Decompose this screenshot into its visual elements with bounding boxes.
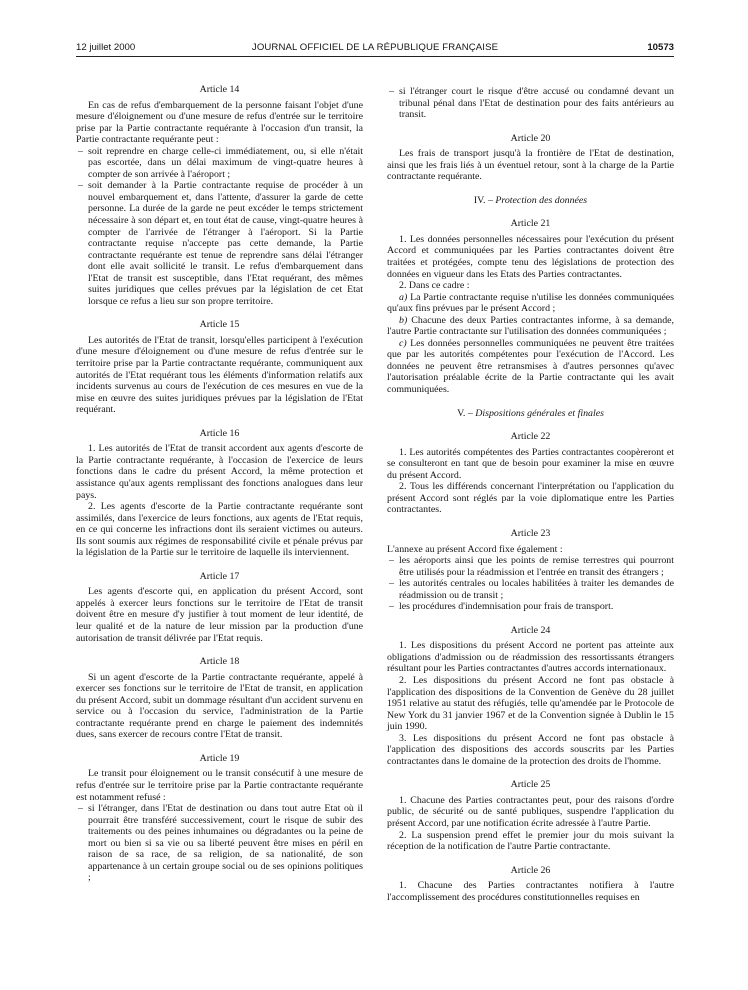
- article-17-paragraph: Les agents d'escorte qui, en application du présent Accord, sont appelés à exercer leurs fonctions sur le territoire de l'Etat de transit doivent être en mesure d'y justifier à tout moment de leur identité, de leur qualité et de la nature de leur mission par la production d'une autorisation de transit délivrée par l'Etat requis.: [76, 586, 363, 644]
- section-4-heading: [387, 195, 674, 207]
- article-21-paragraph-1: 1. Les données personnelles nécessaires pour l'exécution du présent Accord et communiquées par les Parties contractantes doivent être traitées et protégées, compte tenu des législations de protection des données en vigueur dans les Etats des Parties contractantes.: [387, 233, 674, 280]
- header-title: JOURNAL OFFICIEL DE LA RÉPUBLIQUE FRANÇAISE: [251, 42, 499, 53]
- article-18-heading: Article 18: [199, 656, 240, 668]
- section-5-name: Dispositions générales et finales: [475, 407, 604, 419]
- section-4-name: Protection des données: [495, 194, 588, 206]
- article-19-list-continued: [387, 86, 674, 121]
- list-item: – soit reprendre en charge celle-ci immédiatement, ou, si elle n'était pas escortée, dans un délai maximum de vingt-quatre heures à compter de son arrivée à l'aéroport ;: [76, 146, 363, 181]
- article-25-paragraph-1: 1. Chacune des Parties contractantes peut, pour des raisons d'ordre public, de sécurité ou de santé publiques, suspendre l'application du présent Accord, par une notification écrite adressée à l'autre Partie.: [387, 794, 674, 829]
- article-25-heading: Article 25: [510, 779, 551, 791]
- header-date: 12 juillet 2000: [76, 42, 136, 53]
- list-item: – les aéroports ainsi que les points de remise terrestres qui pourront être utilisés pour la réadmission et l'entrée en transit des étrangers ;: [387, 555, 674, 578]
- left-column: [76, 84, 363, 884]
- article-23-intro: L'annexe au présent Accord fixe également :: [387, 543, 563, 555]
- list-item: – les autorités centrales ou locales habilitées à traiter les demandes de réadmission ou de transit ;: [387, 578, 674, 601]
- right-column: [387, 86, 674, 903]
- article-21-heading: Article 21: [510, 218, 551, 230]
- article-19-list: [76, 803, 363, 884]
- article-14-heading: Article 14: [199, 84, 240, 95]
- article-24-paragraph-1: 1. Les dispositions du présent Accord ne portent pas atteinte aux obligations d'admission ou de réadmission des ressortissants étrangers résultant pour les Parties contractantes d'autres accords internationaux.: [387, 640, 674, 675]
- article-21-item-b: [387, 315, 674, 338]
- section-4-number: IV. –: [473, 194, 493, 206]
- list-item: – les procédures d'indemnisation pour frais de transport.: [387, 601, 674, 613]
- article-14-intro: En cas de refus d'embarquement de la personne faisant l'objet d'une mesure d'éloignement ou d'une mesure de refus d'entrée sur le territoire prise par la Partie contractante requérante à l'occasion d'un transit, la Partie contractante requérante peut :: [76, 99, 363, 146]
- item-text: La Partie contractante requise n'utilise les données communiquées qu'aux fins prévues par le présent Accord ;: [387, 291, 674, 315]
- article-21-item-c: [387, 338, 674, 396]
- article-16-paragraph-2: 2. Les agents d'escorte de la Partie contractante requérante sont assimilés, dans l'exercice de leurs fonctions, aux agents de l'Etat requis, en ce qui concerne les infractions dont ils seraient victimes ou auteurs. Ils sont soumis aux régimes de responsabilité civile et pénale prévus par la législation de la Partie sur le territoire de laquelle ils interviennent.: [76, 501, 363, 559]
- list-item: – si l'étranger court le risque d'être accusé ou condamné devant un tribunal pénal dans l'Etat de destination pour des faits antérieurs au transit.: [387, 86, 674, 121]
- article-22-paragraph-2: 2. Tous les différends concernant l'interprétation ou l'application du présent Accord sont réglés par la voie diplomatique entre les Parties contractantes.: [387, 481, 674, 516]
- article-21-item-a: [387, 292, 674, 315]
- article-21-paragraph-2: 2. Dans ce cadre :: [399, 280, 470, 292]
- item-text: Les données personnelles communiquées ne peuvent être traitées que par les autorités compétentes pour l'exécution de l'Accord. Les données ne peuvent être retransmises à d'autres personnes qu'avec l'autorisation préalable écrite de la Partie contractante qui les avait communiquées.: [387, 337, 675, 396]
- article-22-heading: Article 22: [510, 431, 551, 443]
- page-number: 10573: [647, 42, 674, 53]
- section-5-number: V. –: [457, 407, 473, 419]
- article-14-list: [76, 146, 363, 308]
- article-16-heading: Article 16: [199, 427, 240, 439]
- article-26-heading: Article 26: [510, 864, 551, 876]
- article-18-paragraph: Si un agent d'escorte de la Partie contractante requérante, appelé à exercer ses fonctions sur le territoire de l'Etat de transit, en application du présent Accord, subit un dommage résultant d'un accident survenu en service ou à l'occasion du service, l'administration de la Partie contractante requérante prend en charge le paiement des indemnités dues, sans exercer de recours contre l'Etat de transit.: [76, 671, 363, 741]
- article-15-paragraph: Les autorités de l'Etat de transit, lorsqu'elles participent à l'exécution d'une mesure d'éloignement ou d'une mesure de refus d'entrée sur le territoire prise par la Partie contractante requérante, communiquent aux autorités de l'Etat requérant tous les éléments d'information relatifs aux incidents survenus au cours de l'exécution de ces mesures en vue de la mise en œuvre des suites juridiques prévues par la législation de l'Etat requérant.: [76, 334, 363, 416]
- header-rule: [76, 56, 674, 57]
- page-header: [76, 42, 674, 56]
- article-15-heading: Article 15: [199, 319, 240, 331]
- article-23-list: [387, 555, 674, 613]
- item-letter: c): [399, 337, 407, 349]
- article-24-heading: Article 24: [510, 624, 551, 636]
- article-24-paragraph-3: 3. Les dispositions du présent Accord ne font pas obstacle à l'application des dispositions des accords souscrits par les Parties contractantes dans le domaine de la protection des droits de l'homme.: [387, 732, 674, 767]
- list-item: – soit demander à la Partie contractante requise de procéder à un nouvel embarquement et, dans l'attente, d'assurer la garde de cette personne. La durée de la garde ne peut excéder le temps strictement nécessaire à son départ et, en tout état de cause, vingt-quatre heures à compter de l'arrivée de l'étranger à l'aéroport. Si la Partie contractante requise n'accepte pas cette demande, la Partie contractante requérante est tenue de reprendre sans délai l'étranger dont elle avait sollicité le transit. Le refus d'embarquement dans l'Etat de transit est susceptible, dans l'Etat requérant, des mêmes suites juridiques que celles prévues par la législation de cet Etat lorsque ce refus a lieu sur son propre territoire.: [76, 180, 363, 307]
- item-letter: b): [399, 314, 408, 326]
- article-20-heading: Article 20: [510, 132, 551, 144]
- section-5-heading: [387, 408, 674, 420]
- article-25-paragraph-2: 2. La suspension prend effet le premier jour du mois suivant la réception de la notification de l'autre Partie contractante.: [387, 829, 674, 853]
- article-16-paragraph-1: 1. Les autorités de l'Etat de transit accordent aux agents d'escorte de la Partie contractante requérante, à l'occasion de l'exercice de leurs fonctions dans le cadre du présent Accord, la même protection et assistance qu'aux agents remplissant des fonctions analogues dans leur pays.: [76, 443, 363, 501]
- article-22-paragraph-1: 1. Les autorités compétentes des Parties contractantes coopèreront et se consulteront en tant que de besoin pour examiner la mise en œuvre du présent Accord.: [387, 446, 674, 481]
- article-19-intro: Le transit pour éloignement ou le transit consécutif à une mesure de refus d'entrée sur le territoire prise par la Partie contractante requérante est notamment refusé :: [76, 768, 363, 803]
- item-text: Chacune des deux Parties contractantes informe, à sa demande, l'autre Partie contractante sur l'utilisation des données communiquées ;: [387, 314, 675, 338]
- article-19-heading: Article 19: [199, 752, 240, 764]
- article-26-paragraph-1: 1. Chacune des Parties contractantes notifiera à l'autre l'accomplissement des procédures constitutionnelles requises en: [387, 880, 674, 903]
- item-letter: a): [399, 291, 408, 303]
- article-23-heading: Article 23: [510, 527, 551, 539]
- list-item: – si l'étranger, dans l'Etat de destination ou dans tout autre Etat où il pourrait être transféré successivement, court le risque de subir des traitements ou des peines inhumaines ou dégradantes ou la peine de mort ou bien si sa vie ou sa liberté peuvent être mises en péril en raison de sa race, de sa religion, de sa nationalité, de son appartenance à un certain groupe social ou de ses opinions politiques ;: [76, 803, 363, 884]
- article-24-paragraph-2: 2. Les dispositions du présent Accord ne font pas obstacle à l'application des dispositions de la Convention de Genève du 28 juillet 1951 relative au statut des réfugiés, telle qu'amendée par le Protocole de New York du 31 janvier 1967 et de la Convention signée à Dublin le 15 juin 1990.: [387, 674, 674, 733]
- article-20-paragraph: Les frais de transport jusqu'à la frontière de l'Etat de destination, ainsi que les frais liés à un éventuel retour, sont à la charge de la Partie contractante requérante.: [387, 148, 674, 183]
- article-17-heading: Article 17: [199, 570, 240, 582]
